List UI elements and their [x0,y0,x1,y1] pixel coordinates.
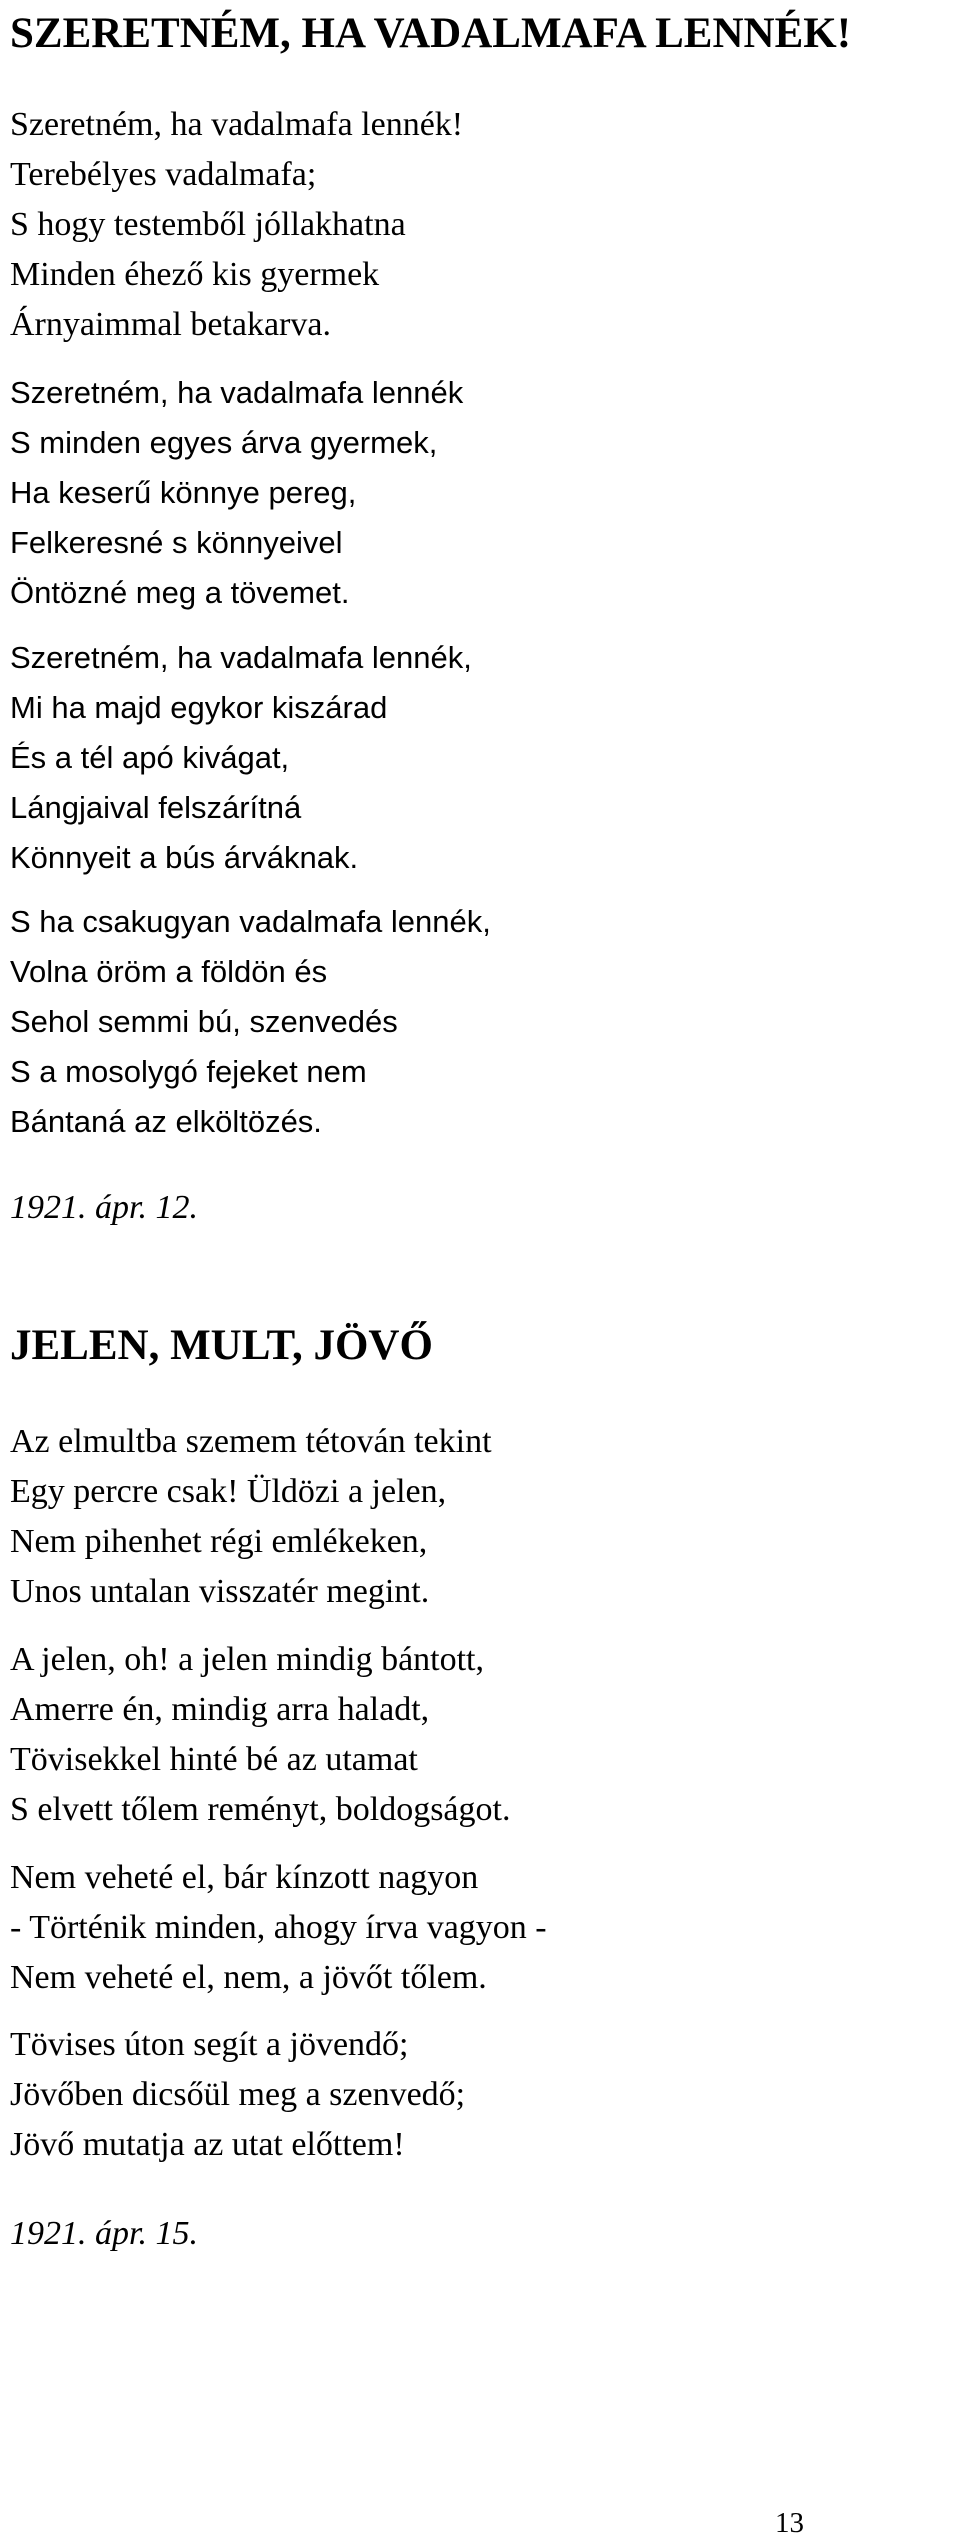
poem-line: Lángjaival felszárítná [10,790,302,825]
poem-stanza [10,100,463,350]
poem-line: Öntözné meg a tövemet. [10,575,350,610]
poem-line: Az elmultba szemem tétován tekint [10,1423,492,1460]
poem-line: Sehol semmi bú, szenvedés [10,1004,398,1039]
poem-line: Mi ha majd egykor kiszárad [10,690,388,725]
poem-stanza [10,2020,465,2170]
poem-stanza [10,368,463,618]
page-number: 13 [775,2507,804,2539]
poem-line: Unos untalan visszatér megint. [10,1573,430,1610]
poem-line: - Történik minden, ahogy írva vagyon - [10,1909,547,1946]
poem-stanza [10,897,491,1147]
poem-line: S ha csakugyan vadalmafa lennék, [10,904,491,939]
poem-line: Nem veheté el, bár kínzott nagyon [10,1859,479,1896]
poem-line: Felkeresné s könnyeivel [10,525,343,560]
poem-title: SZERETNÉM, HA VADALMAFA LENNÉK! [10,10,852,57]
poem-line: Minden éhező kis gyermek [10,256,380,293]
poem-line: Ha keserű könnye pereg, [10,475,357,510]
poem-date: 1921. ápr. 15. [10,2215,198,2252]
poem-date: 1921. ápr. 12. [10,1189,198,1226]
poem-line: Amerre én, mindig arra haladt, [10,1691,430,1728]
poem-line: Terebélyes vadalmafa; [10,156,317,193]
poem-line: S hogy testemből jóllakhatna [10,206,406,243]
poem-line: S a mosolygó fejeket nem [10,1054,367,1089]
poem-title: JELEN, MULT, JÖVŐ [10,1322,433,1369]
poem-line: Szeretném, ha vadalmafa lennék [10,375,464,410]
poem-line: Jövőben dicsőül meg a szenvedő; [10,2076,466,2113]
poem-line: A jelen, oh! a jelen mindig bántott, [10,1641,485,1678]
poem-line: Könnyeit a bús árváknak. [10,840,359,875]
poem-line: Tövisekkel hinté bé az utamat [10,1741,418,1778]
poem-stanza [10,633,472,883]
poem-stanza [10,1417,492,1617]
poem-line: Árnyaimmal betakarva. [10,306,331,343]
poem-line: És a tél apó kivágat, [10,740,290,775]
poem-line: Nem veheté el, nem, a jövőt tőlem. [10,1959,487,1996]
poem-stanza [10,1635,510,1835]
poem-line: S minden egyes árva gyermek, [10,425,438,460]
poem-line: Egy percre csak! Üldözi a jelen, [10,1473,447,1510]
poem-line: Jövő mutatja az utat előttem! [10,2126,405,2163]
poem-line: Bántaná az elköltözés. [10,1104,322,1139]
poem-line: Szeretném, ha vadalmafa lennék, [10,640,472,675]
poem-line: Volna öröm a földön és [10,954,328,989]
poem-line: S elvett tőlem reményt, boldogságot. [10,1791,511,1828]
poem-line: Nem pihenhet régi emlékeken, [10,1523,428,1560]
poem-stanza [10,1853,547,2003]
poem-line: Tövises úton segít a jövendő; [10,2026,409,2063]
poem-line: Szeretném, ha vadalmafa lennék! [10,106,464,143]
